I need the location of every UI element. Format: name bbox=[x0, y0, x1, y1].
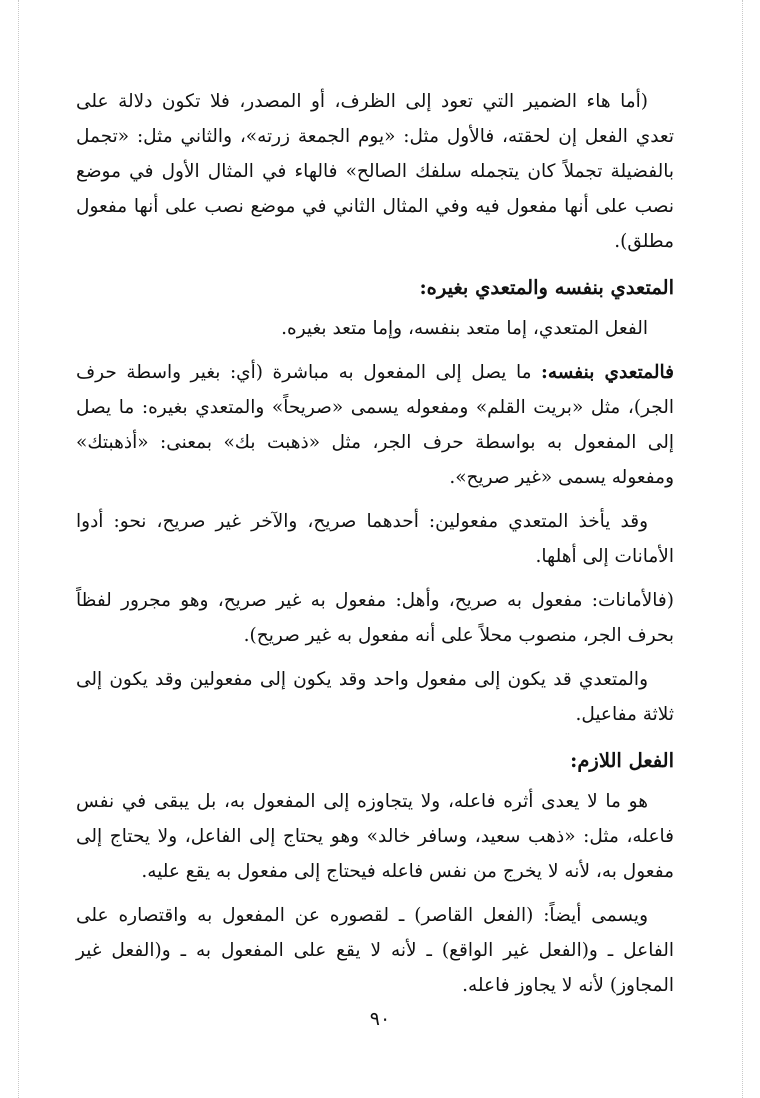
paragraph-pronoun-note: (أما هاء الضمير التي تعود إلى الظرف، أو المصدر، فلا تكون دلالة على تعدي الفعل إن لحقته، فالأول مثل: «يوم الجمعة زرته»، والثاني مثل: «تجمل بالفضيلة تجملاً كان يتجمله سلفك الصالح» فالهاء في المثال الأول في موضع نصب على أنها مفعول فيه وفي المثال الثاني في موضع نصب على أنها مفعول مطلق). bbox=[76, 91, 674, 252]
left-page-edge bbox=[18, 0, 19, 1098]
paragraph-direct-transitive bbox=[76, 355, 674, 495]
right-page-edge bbox=[742, 0, 743, 1098]
heading-transitive-types: المتعدي بنفسه والمتعدي بغيره: bbox=[419, 276, 674, 299]
paragraph-two-objects: وقد يأخذ المتعدي مفعولين: أحدهما صريح، والآخر غير صريح، نحو: أدوا الأمانات إلى أهلها. bbox=[76, 511, 674, 567]
document-page bbox=[76, 84, 674, 1012]
paragraph-amanat-example: (فالأمانات: مفعول به صريح، وأهل: مفعول به غير صريح، وهو مجرور لفظاً بحرف الجر، منصوب محلاً على أنه مفعول به غير صريح). bbox=[76, 590, 674, 646]
page-number: ٩٠ bbox=[369, 1008, 391, 1030]
paragraph-intransitive-names: ويسمى أيضاً: (الفعل القاصر) ـ لقصوره عن المفعول به واقتصاره على الفاعل ـ و(الفعل غير الواقع) ـ لأنه لا يقع على المفعول به ـ و(الفعل غير المجاوز) لأنه لا يجاوز فاعله. bbox=[76, 905, 674, 996]
paragraph-transitive-division: الفعل المتعدي، إما متعد بنفسه، وإما متعد بغيره. bbox=[281, 318, 648, 339]
heading-intransitive: الفعل اللازم: bbox=[570, 749, 674, 772]
term-direct-transitive: فالمتعدي بنفسه: bbox=[541, 362, 674, 383]
paragraph-object-count: والمتعدي قد يكون إلى مفعول واحد وقد يكون إلى مفعولين وقد يكون إلى ثلاثة مفاعيل. bbox=[76, 669, 674, 725]
paragraph-intransitive-definition: هو ما لا يعدى أثره فاعله، ولا يتجاوزه إلى المفعول به، بل يبقى في نفس فاعله، مثل: «ذهب سعيد، وسافر خالد» وهو يحتاج إلى الفاعل، ولا يحتاج إلى مفعول به، لأنه لا يخرج من نفس فاعله فيحتاج إلى مفعول به يقع عليه. bbox=[76, 791, 674, 882]
paragraph-direct-transitive-body: ما يصل إلى المفعول به مباشرة (أي: بغير واسطة حرف الجر)، مثل «بريت القلم» ومفعوله يسمى «صريحاً» والمتعدي بغيره: ما يصل إلى المفعول به بواسطة حرف الجر، مثل «ذهبت بك» بمعنى: «أذهبتك» ومفعوله يسمى «غير صريح». bbox=[76, 362, 674, 488]
